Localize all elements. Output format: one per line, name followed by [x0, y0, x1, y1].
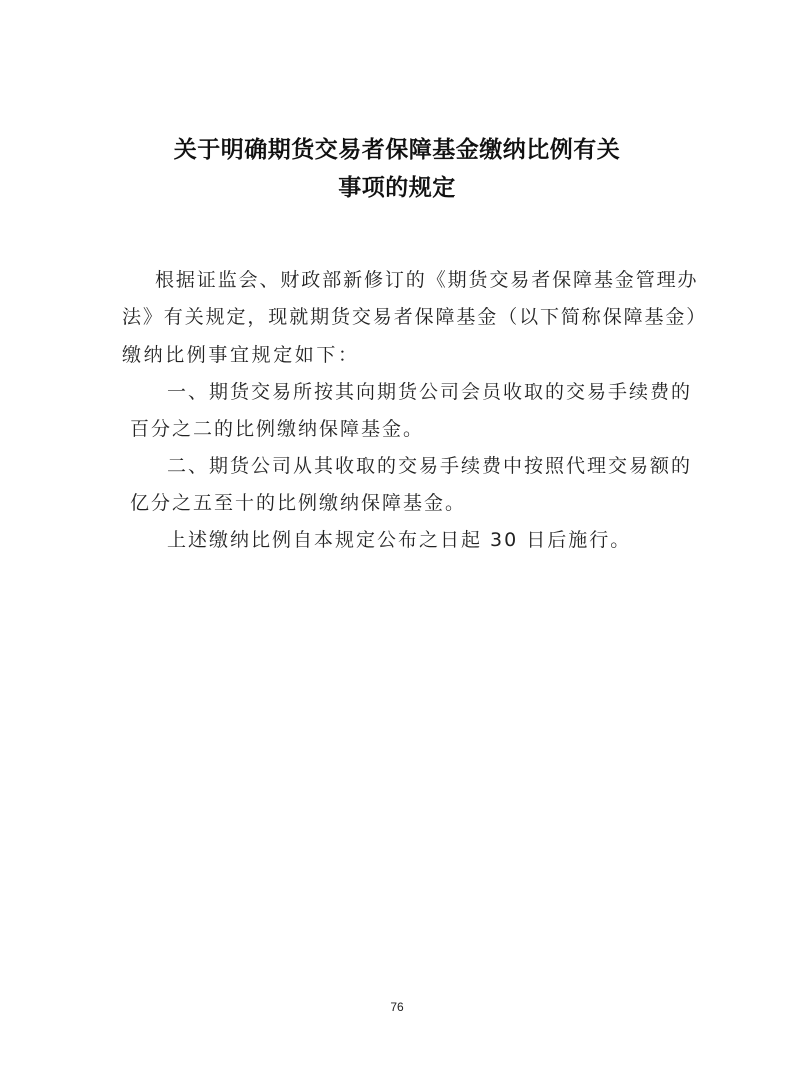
- document-title-line-2: 事项的规定: [338, 175, 456, 201]
- paragraph-3-line-2: 亿分之五至十的比例缴纳保障基金。: [130, 492, 467, 514]
- paragraph-1-line-3: 缴纳比例事宜规定如下：: [122, 344, 360, 366]
- page-number: 76: [390, 1000, 404, 1014]
- paragraph-1-line-2: 法》有关规定，现就期货交易者保障基金（以下简称保障基金）: [122, 306, 708, 328]
- paragraph-4-line-1: 上述缴纳比例自本规定公布之日起 30 日后施行。: [167, 529, 632, 551]
- paragraph-1-line-1: 根据证监会、财政部新修订的《期货交易者保障基金管理办: [155, 269, 699, 291]
- paragraph-2-line-1: 一、期货交易所按其向期货公司会员收取的交易手续费的: [167, 381, 693, 403]
- document-title-line-1: 关于明确期货交易者保障基金缴纳比例有关: [173, 137, 621, 163]
- paragraph-2-line-2: 百分之二的比例缴纳保障基金。: [130, 418, 425, 440]
- paragraph-3-line-1: 二、期货公司从其收取的交易手续费中按照代理交易额的: [167, 455, 693, 477]
